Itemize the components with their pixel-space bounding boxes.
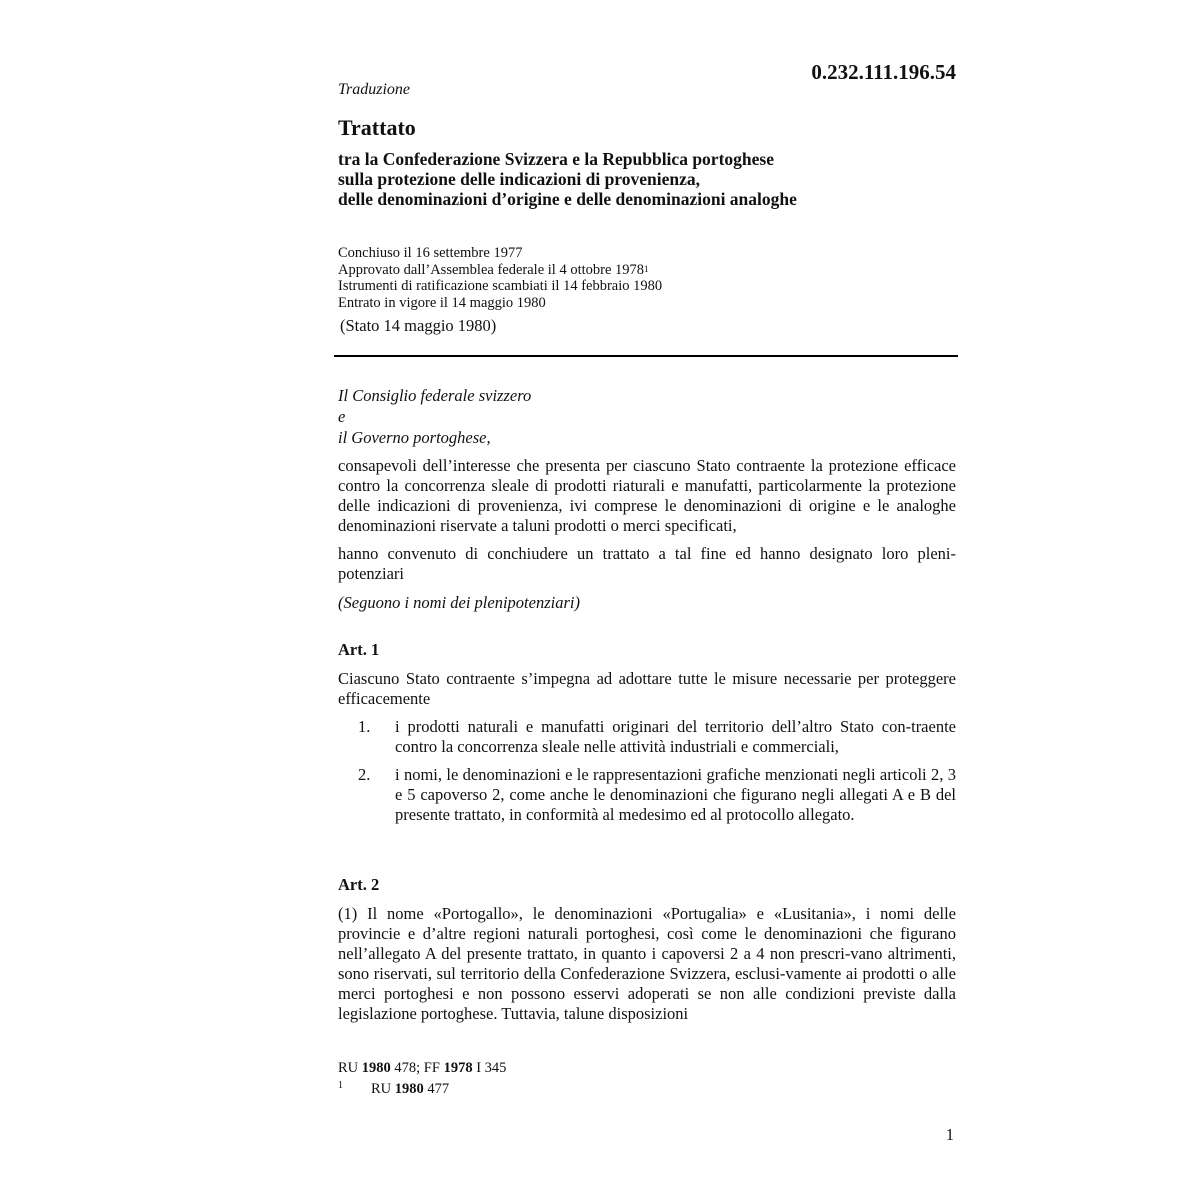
document-subtitle — [338, 149, 797, 209]
list-text: i prodotti naturali e manufatti originari del territorio dell’altro Stato con-traente contro la concorrenza sleale nelle attività industriali e commerciali, — [395, 717, 956, 756]
preamble-party-1: Il Consiglio federale svizzero — [338, 386, 532, 405]
article-2-paragraph-1: (1) Il nome «Portogallo», le denominazioni «Portugalia» e «Lusitania», i nomi delle provincie e d’altre regioni naturali portoghesi, così come le denominazioni che figurano nell’allegato A del presente trattato, in quanto i capoversi 2 a 4 non prescri-vano altrimenti, sono riservati, sul territorio della Confederazione Svizzera, esclusi-vamente ai prodotti o alle merci portoghesi e non possono esservi adoperati se non alle condizioni previste dalla legislazione portoghese. Tuttavia, talune disposizioni — [338, 904, 956, 1023]
document-title: Trattato — [338, 115, 416, 140]
preamble-party-2: il Governo portoghese, — [338, 428, 491, 447]
list-number: 2. — [358, 765, 371, 784]
preamble-conjunction: e — [338, 407, 346, 426]
subtitle-line-1: tra la Confederazione Svizzera e la Repubblica portoghese — [338, 149, 774, 169]
date-ratification: Istrumenti di ratificazione scambiati il 14 febbraio 1980 — [338, 278, 663, 294]
preamble-paragraph-1: consapevoli dell’interesse che presenta per ciascuno Stato contraente la protezione efficace contro la concorrenza sleale di prodotti riaturali e manufatti, particolarmente la protezione delle indicazioni di provenienza, ivi comprese le denominazioni di origine e le analoghe denominazioni riservate a taluni prodotti o merci specificati, — [338, 456, 956, 535]
list-text: i nomi, le denominazioni e le rappresentazioni grafiche menzionati negli articoli 2, 3 e 5 capoverso 2, come anche le denominazioni che figurano negli allegati A e B del presente trattato, in conformità al medesimo ed al protocollo allegato. — [395, 765, 956, 824]
header-divider — [334, 355, 958, 357]
article-2-heading: Art. 2 — [338, 875, 380, 894]
subtitle-line-3: delle denominazioni d’origine e delle denominazioni analoghe — [338, 189, 797, 209]
date-in-force: Entrato in vigore il 14 maggio 1980 — [338, 294, 546, 311]
list-number: 1. — [358, 717, 371, 736]
article-1-heading: Art. 1 — [338, 640, 380, 659]
treaty-dates — [338, 245, 662, 311]
translation-label: Traduzione — [338, 81, 411, 98]
status-date: (Stato 14 maggio 1980) — [340, 316, 497, 335]
document-reference-number: 0.232.111.196.54 — [811, 60, 956, 84]
date-concluded: Conchiuso il 16 settembre 1977 — [338, 245, 523, 261]
page-number: 1 — [945, 1125, 954, 1144]
footnote-ref-1: 1 — [644, 263, 649, 274]
subtitle-line-2: sulla protezione delle indicazioni di provenienza, — [338, 169, 701, 189]
article-1-intro: Ciascuno Stato contraente s’impegna ad adottare tutte le misure necessarie per proteggere efficacemente — [338, 669, 956, 708]
preamble-paragraph-3: (Seguono i nomi dei plenipotenziari) — [338, 593, 580, 612]
footnote-1-mark: 1 — [338, 1080, 343, 1091]
footnote-source: RU 1980 478; FF 1978 I 345 — [338, 1060, 507, 1076]
date-approved: Approvato dall’Assemblea federale il 4 ottobre 1978$^1$ — [338, 261, 649, 278]
preamble-paragraph-2: hanno convenuto di conchiudere un trattato a tal fine ed hanno designato loro pleni-potenziari — [338, 544, 956, 583]
footnote-1-text: RU 1980 477 — [371, 1081, 450, 1097]
